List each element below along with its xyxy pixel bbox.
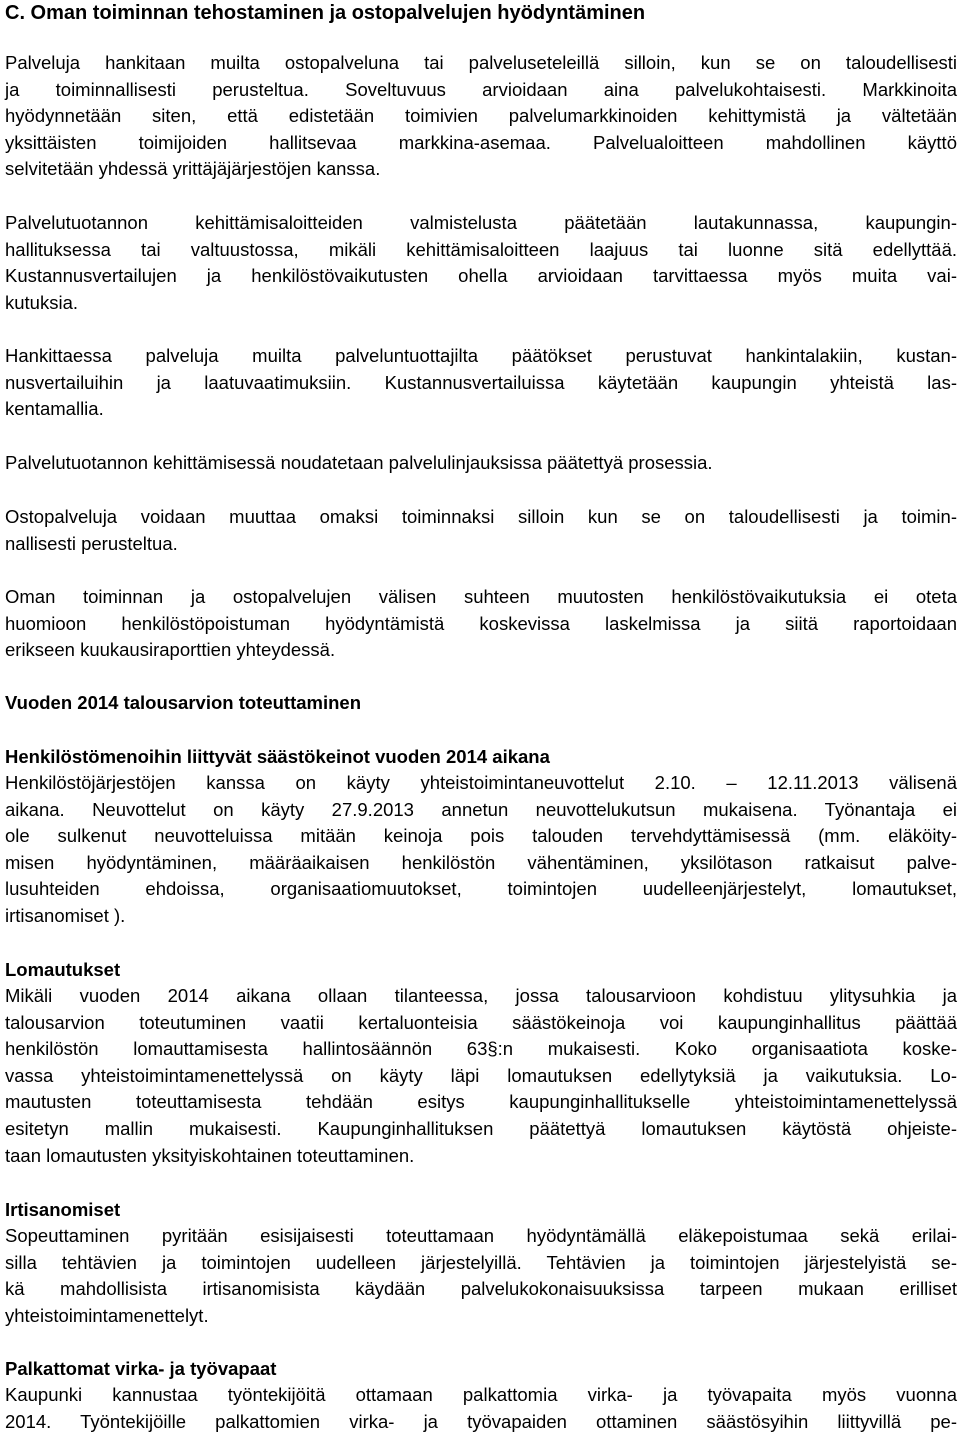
text-line: Palveluja hankitaan muilta ostopalveluna tai palveluseteleillä silloin, kun se on taloudellisesti [5, 52, 957, 73]
text-line: lusuhteiden ehdoissa, organisaatiomuutokset, toimintojen uudelleenjärjestelyt, lomautukset, [5, 878, 957, 900]
text-line: nallisesti perusteltua. [5, 532, 178, 554]
text-line: yhteistoimintamenettelyt. [5, 1304, 209, 1326]
text-line: hyödynnetään siten, että edistetään toimivien palvelumarkkinoiden kehittymistä ja vältetään [5, 105, 957, 127]
text-line: vassa yhteistoimintamenettelyssä on käyty läpi lomautuksen edellytyksiä ja vaikutuksia. Lo- [5, 1064, 957, 1086]
text-line: silla tehtävien ja toimintojen uudelleen järjestelyillä. Tehtävien ja toimintojen järjestelyistä se- [5, 1251, 957, 1273]
paragraph-hankinnat [5, 343, 957, 423]
text-line: kentamallia. [5, 398, 104, 420]
text-line: Kaupunki kannustaa työntekijöitä ottamaan palkattomia virka- ja työvapaita myös vuonna [5, 1384, 957, 1405]
subsection-body [5, 770, 957, 930]
paragraph-kehittamisaloitteet [5, 210, 957, 316]
text-line: mautusten toteuttamisesta tehdään esitys kaupunginhallitukselle yhteistoimintamenettelyssä [5, 1091, 957, 1113]
text-line: Ostopalveluja voidaan muuttaa omaksi toiminnaksi silloin kun se on taloudellisesti ja toimin- [5, 506, 957, 527]
text-line: kä mahdollisista irtisanomisista käydään palvelukokonaisuuksissa tarpeen mukaan erilliset [5, 1278, 957, 1300]
text-line: Palvelutuotannon kehittämisessä noudatetaan palvelulinjauksissa päätettyä prosessia. [5, 452, 713, 473]
text-line: yksittäisten toimijoiden hallitsevaa markkina-asemaa. Palvelualoitteen mahdollinen käyttö [5, 131, 957, 153]
text-line: kutuksia. [5, 291, 79, 313]
text-line: selvitetään yhdessä yrittäjäjärjestöjen kanssa. [5, 158, 381, 180]
text-line: aikana. Neuvottelut on käyty 27.9.2013 annetun neuvottelukutsun mukaisena. Työnantaja ei [5, 798, 957, 820]
subsection-heading: Lomautukset [5, 959, 121, 980]
text-line: Henkilöstöjärjestöjen kanssa on käyty yhteistoimintaneuvottelut 2.10. – 12.11.2013 välisenä [5, 772, 957, 793]
text-line: irtisanomiset ). [5, 904, 126, 926]
text-line: nusvertailuihin ja laatuvaatimuksiin. Kustannusvertailuissa käytetään kaupungin yhteistä las- [5, 371, 957, 393]
subsection-heading: Irtisanomiset [5, 1199, 121, 1220]
text-line: ole sulkenut neuvotteluissa mitään keinoja pois talouden tervehdyttämisessä (mm. eläköity- [5, 825, 957, 847]
text-line: talousarvion toteutuminen vaatii kertaluonteisia säästökeinoja voi kaupunginhallitus päättää [5, 1011, 957, 1033]
subsection-body [5, 1223, 957, 1329]
text-line: Palvelutuotannon kehittämisaloitteiden valmistelusta päätetään lautakunnassa, kaupungin- [5, 212, 957, 233]
text-line: taan lomautusten yksityiskohtainen toteuttaminen. [5, 1144, 415, 1166]
text-line: ja toiminnallisesti perusteltua. Soveltuvuus arvioidaan aina palvelukohtaisesti. Markkinoita [5, 78, 957, 100]
paragraph-prosessi [5, 450, 957, 477]
section-title: Vuoden 2014 talousarvion toteuttaminen [5, 692, 362, 713]
subsection-heading: Palkattomat virka- ja työvapaat [5, 1358, 277, 1379]
text-line: Kustannusvertailujen ja henkilöstövaikutusten ohella arvioidaan tarvittaessa myös muita vai- [5, 265, 957, 287]
text-line: 2014. Työntekijöille palkattomien virka- ja työvapaiden ottaminen säästösyihin liittyvillä pe- [5, 1410, 957, 1432]
text-line: esitetyn mallin mukaisesti. Kaupunginhallituksen päätettyä lomautuksen käytöstä ohjeiste- [5, 1117, 957, 1139]
subsection-body [5, 1382, 957, 1435]
text-line: huomioon henkilöstöpoistuman hyödyntämistä koskevissa laskelmissa ja siitä raportoidaan [5, 612, 957, 634]
paragraph-oma-toiminta [5, 504, 957, 557]
text-line: Hankittaessa palveluja muilta palveluntuottajilta päätökset perustuvat hankintalakiin, kustan- [5, 345, 957, 366]
paragraph-ostopalvelut [5, 50, 957, 183]
text-line: henkilöstön lomauttamisesta hallintosäännön 63§:n mukaisesti. Koko organisaatiota koske- [5, 1038, 957, 1060]
text-line: Mikäli vuoden 2014 aikana ollaan tilanteessa, jossa talousarvioon kohdistuu ylitysuhkia ja [5, 985, 957, 1006]
text-line: Oman toiminnan ja ostopalvelujen välisen suhteen muutosten henkilöstövaikutuksia ei oteta [5, 586, 957, 607]
subsection-body [5, 983, 957, 1169]
document-title: C. Oman toiminnan tehostaminen ja ostopalvelujen hyödyntäminen [5, 2, 646, 24]
text-line: hallituksessa tai valtuustossa, mikäli kehittämisaloitteen laajuus tai luonne sitä edellyttää. [5, 238, 957, 260]
text-line: erikseen kuukausiraporttien yhteydessä. [5, 639, 336, 661]
subsection-heading: Henkilöstömenoihin liittyvät säästökeinot vuoden 2014 aikana [5, 746, 550, 767]
text-line: misen hyödyntäminen, määräaikaisen henkilöstön vähentäminen, yksilötason ratkaisut palve- [5, 851, 957, 873]
text-line: Sopeuttaminen pyritään esisijaisesti toteuttamaan hyödyntämällä eläkepoistumaa sekä erilai- [5, 1225, 957, 1246]
paragraph-henkilostovaikutukset [5, 584, 957, 664]
